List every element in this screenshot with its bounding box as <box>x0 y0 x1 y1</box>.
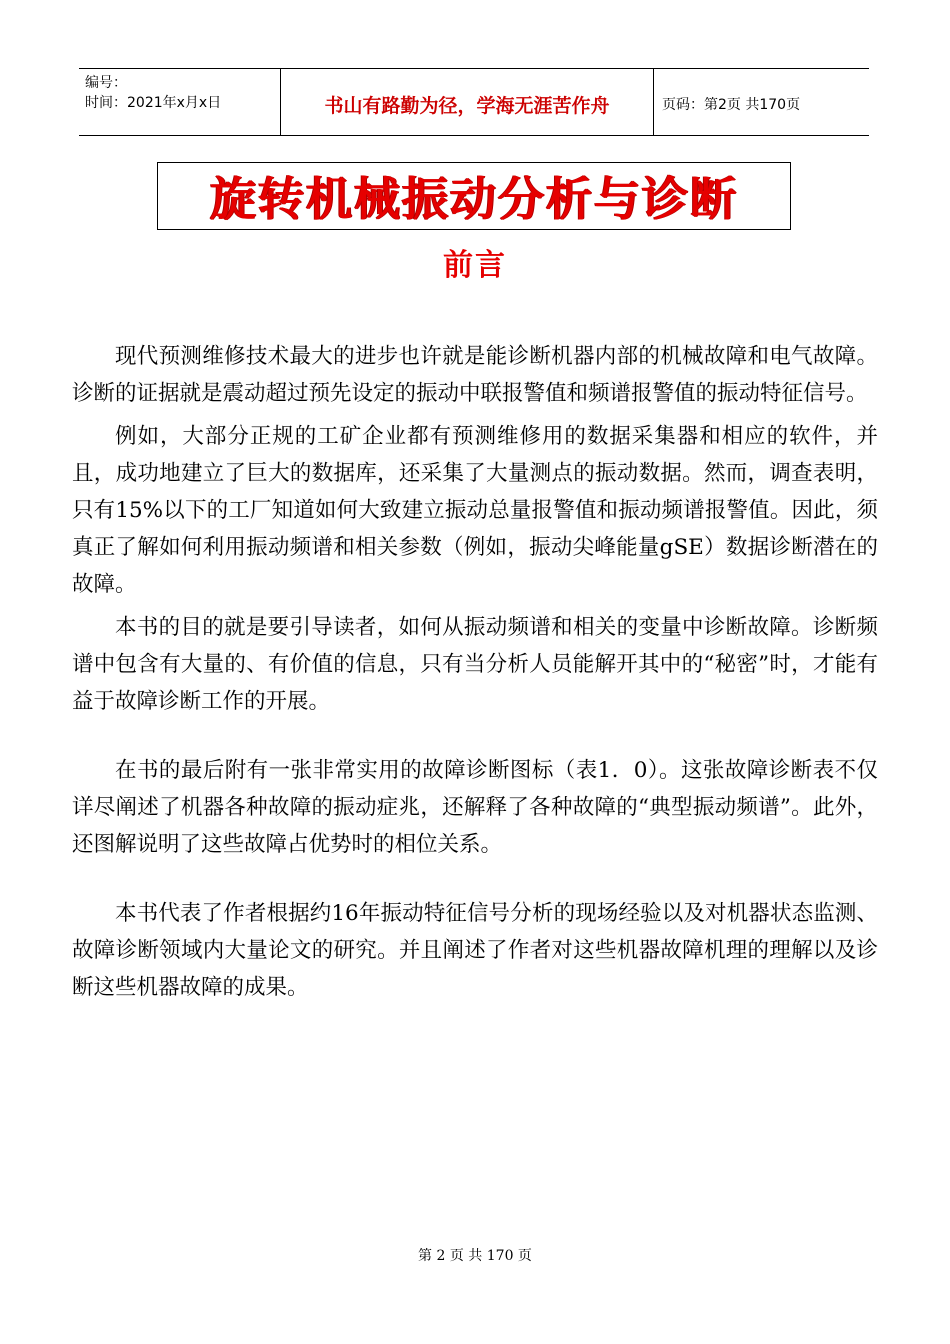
document-number-label: 编号： <box>85 75 127 91</box>
document-title-box <box>157 162 791 230</box>
page-footer: 第 2 页 共 170 页 <box>418 1248 532 1264</box>
document-body <box>72 338 878 1006</box>
paragraph: 本书的目的就是要引导读者，如何从振动频谱和相关的变量中诊断故障。诊断频谱中包含有大量的、有价值的信息，只有当分析人员能解开其中的“秘密”时，才能有益于故障诊断工作的开展。 <box>72 615 878 714</box>
paragraph: 例如，大部分正规的工矿企业都有预测维修用的数据采集器和相应的软件，并且，成功地建立了巨大的数据库，还采集了大量测点的振动数据。然而，调查表明，只有15%以下的工厂知道如何大致建立振动总量报警值和振动频谱报警值。因此，须真正了解如何利用振动频谱和相关参数（例如，振动尖峰能量gSE）数据诊断潜在的故障。 <box>72 424 878 597</box>
document-title: 旋转机械振动分析与诊断 <box>210 172 738 226</box>
header-table <box>79 68 869 136</box>
header-meta-cell <box>79 69 280 135</box>
paragraph: 现代预测维修技术最大的进步也许就是能诊断机器内部的机械故障和电气故障。诊断的证据就是震动超过预先设定的振动中联报警值和频谱报警值的振动特征信号。 <box>72 344 878 406</box>
paragraph: 本书代表了作者根据约16年振动特征信号分析的现场经验以及对机器状态监测、故障诊断领域内大量论文的研究。并且阐述了作者对这些机器故障机理的理解以及诊断这些机器故障的成果。 <box>72 901 878 1000</box>
paragraph: 在书的最后附有一张非常实用的故障诊断图标（表1．0）。这张故障诊断表不仅详尽阐述了机器各种故障的振动症兆，还解释了各种故障的“典型振动频谱”。此外，还图解说明了这些故障占优势时的相位关系。 <box>72 758 878 857</box>
document-date: 时间：2021年x月x日 <box>85 95 222 111</box>
section-title: 前言 <box>443 248 507 283</box>
header-motto-cell <box>280 69 654 135</box>
header-page-cell <box>654 69 869 135</box>
header-page-info: 页码：第2页 共170页 <box>662 97 801 113</box>
header-motto: 书山有路勤为径，学海无涯苦作舟 <box>324 94 610 117</box>
